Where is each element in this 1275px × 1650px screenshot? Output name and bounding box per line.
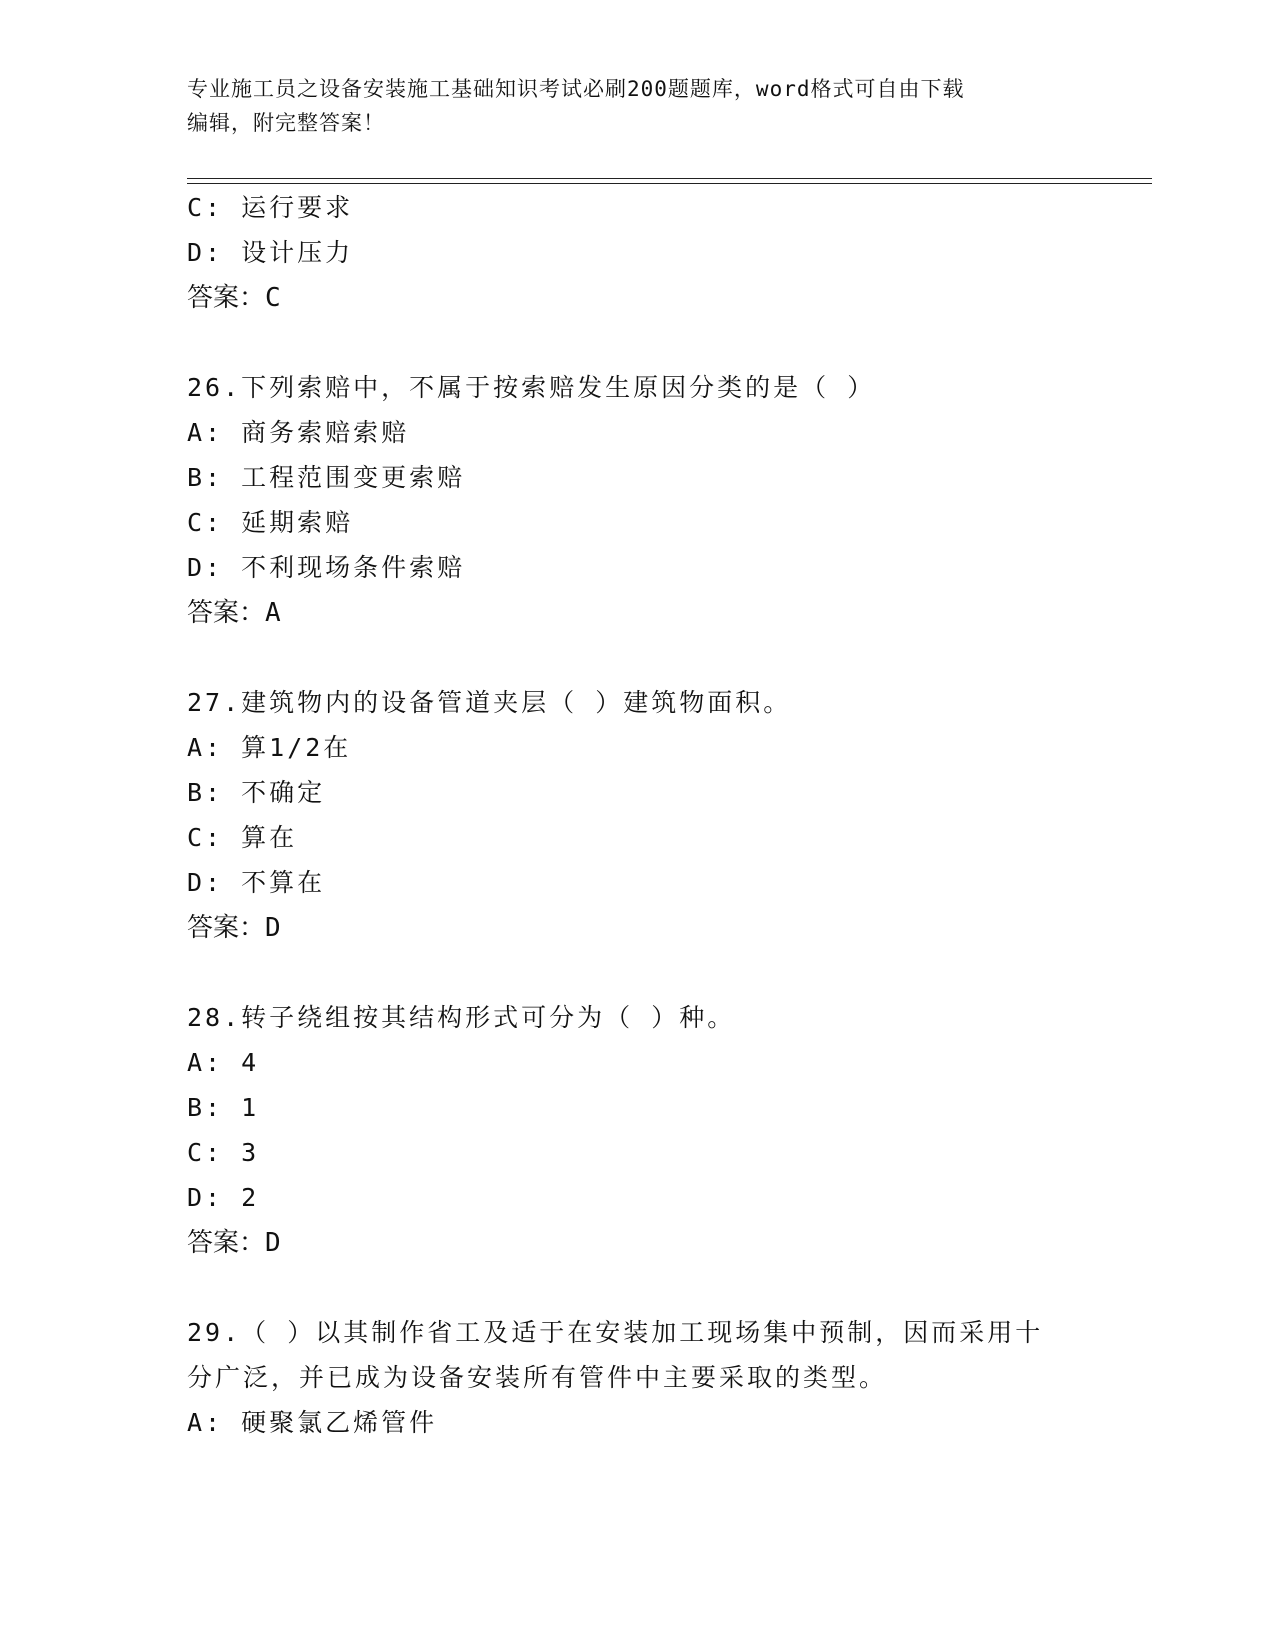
q26-option-c: C: 延期索赔 [187, 508, 354, 537]
q28-option-a: A: 4 [187, 1048, 260, 1077]
answer-value: A [265, 598, 281, 628]
answer-value: D [265, 1228, 281, 1258]
q27-option-a: A: 算1/2在 [187, 733, 352, 762]
q29-option-a: A: 硬聚氯乙烯管件 [187, 1408, 438, 1437]
q27-answer [187, 912, 281, 944]
q28-stem: 28.转子绕组按其结构形式可分为（ ）种。 [187, 1003, 736, 1032]
answer-label: 答案： [187, 1228, 266, 1258]
q29-stem-line1: 29.（ ）以其制作省工及适于在安装加工现场集中预制，因而采用十 [187, 1318, 1044, 1347]
answer-label: 答案： [187, 598, 266, 628]
q26-stem: 26.下列索赔中，不属于按索赔发生原因分类的是（ ） [187, 373, 876, 402]
answer-value: D [265, 913, 281, 943]
q28-option-d: D: 2 [187, 1183, 260, 1212]
header-title-line1: 专业施工员之设备安装施工基础知识考试必刷200题题库，word格式可自由下载 [187, 77, 965, 101]
q27-option-d: D: 不算在 [187, 868, 326, 897]
header-title-line2: 编辑，附完整答案！ [187, 111, 385, 135]
answer-label: 答案： [187, 913, 266, 943]
header-divider-top [187, 178, 1152, 179]
q26-option-a: A: 商务索赔索赔 [187, 418, 410, 447]
answer-label: 答案： [187, 283, 266, 313]
q28-answer [187, 1227, 281, 1259]
q29-stem-line2: 分广泛，并已成为设备安装所有管件中主要采取的类型。 [187, 1363, 888, 1392]
document-header [187, 72, 1067, 140]
q27-stem: 27.建筑物内的设备管道夹层（ ）建筑物面积。 [187, 688, 792, 717]
q28-option-b: B: 1 [187, 1093, 260, 1122]
q28-option-c: C: 3 [187, 1138, 260, 1167]
q25-answer [187, 282, 281, 314]
q26-option-d: D: 不利现场条件索赔 [187, 553, 466, 582]
q25-option-d: D: 设计压力 [187, 238, 354, 267]
q26-answer [187, 597, 281, 629]
q26-option-b: B: 工程范围变更索赔 [187, 463, 466, 492]
q27-option-c: C: 算在 [187, 823, 298, 852]
answer-value: C [265, 283, 281, 313]
q25-option-c: C: 运行要求 [187, 193, 354, 222]
q27-option-b: B: 不确定 [187, 778, 326, 807]
header-divider-bottom [187, 183, 1152, 184]
